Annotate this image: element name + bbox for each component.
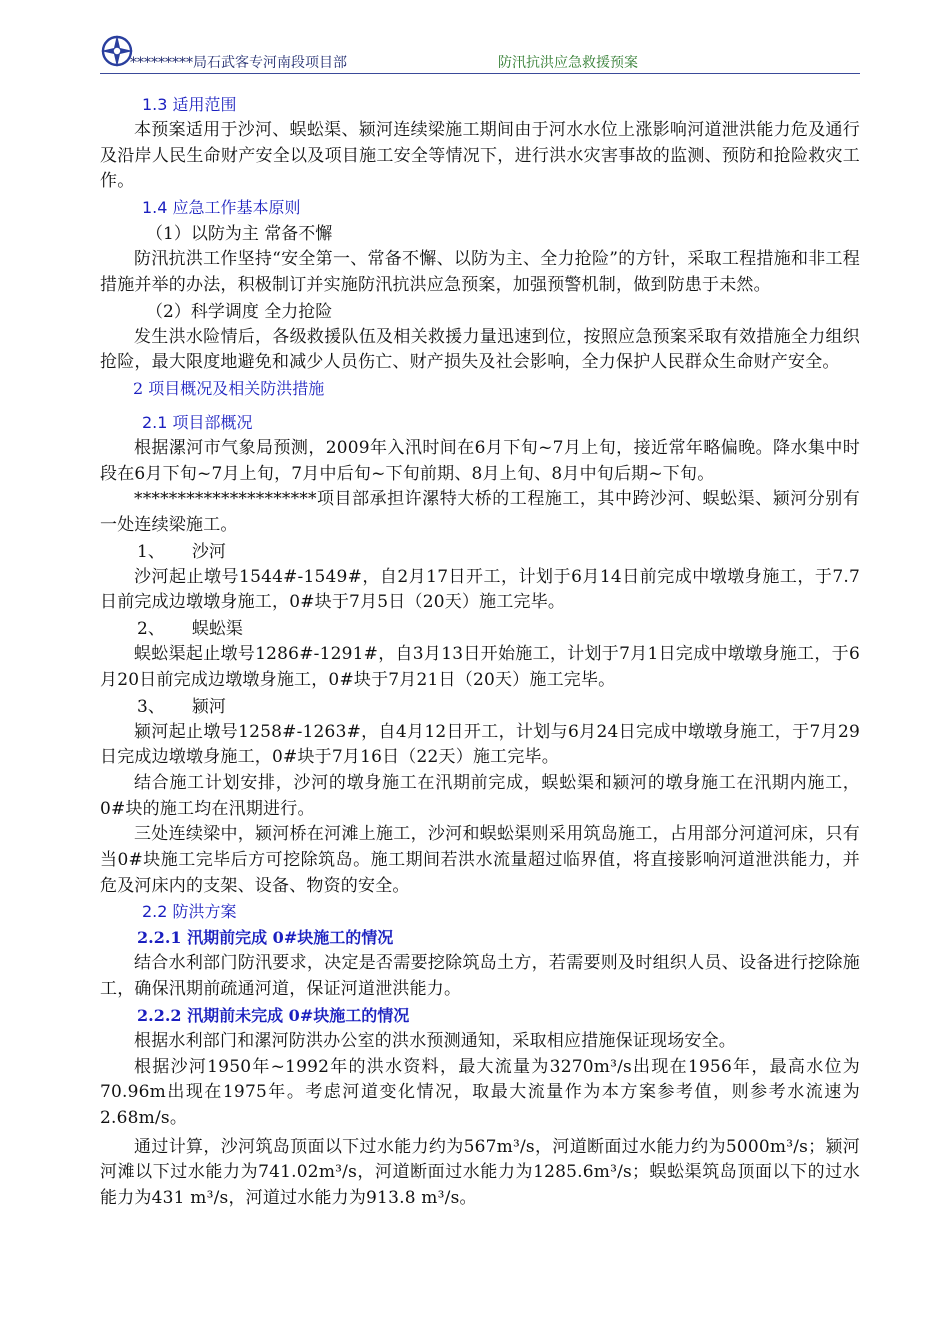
- paragraph-1-3: 本预案适用于沙河、蜈蚣渠、颍河连续梁施工期间由于河水水位上涨影响河道泄洪能力危及通行及沿岸人民生命财产安全以及项目施工安全等情况下，进行洪水灾害事故的监测、预防和抢险救灾工作。: [100, 120, 860, 192]
- heading-2: 2 项目概况及相关防洪措施: [133, 378, 325, 398]
- subheading-1-4-2: （2）科学调度 全力抢险: [146, 301, 333, 322]
- list-item-yinghe: 3、 颍河: [137, 696, 226, 717]
- paragraph-schedule-summary: 结合施工计划安排，沙河的墩身施工在汛期前完成，蜈蚣渠和颍河的墩身施工在汛期内施工，0#块的施工均在汛期进行。: [100, 772, 860, 819]
- heading-2-2: 2.2 防洪方案: [142, 902, 237, 922]
- list-item-shahe: 1、 沙河: [137, 541, 226, 562]
- paragraph-2-2-2-notice: 根据水利部门和漯河防洪办公室的洪水预测通知，采取相应措施保证现场安全。: [134, 1030, 736, 1051]
- heading-2-2-1: 2.2.1 汛期前完成 0#块施工的情况: [137, 928, 394, 948]
- company-logo-icon: [100, 34, 134, 68]
- paragraph-2-1-scope: *********************项目部承担许漯特大桥的工程施工，其中跨沙河、蜈蚣渠、颍河分别有一处连续梁施工。: [100, 489, 860, 536]
- paragraph-wugongqu: 蜈蚣渠起止墩号1286#-1291#，自3月13日开始施工，计划于7月1日完成中墩墩身施工，于6月20日前完成边墩墩身施工，0#块于7月21日（20天）施工完毕。: [100, 644, 860, 690]
- paragraph-1-4-2: 发生洪水险情后，各级救援队伍及相关救援力量迅速到位，按照应急预案采取有效措施全力组织抢险，最大限度地避免和减少人员伤亡、财产损失及社会影响，全力保护人民群众生命财产安全。: [100, 326, 860, 373]
- document-body: [100, 92, 860, 1212]
- paragraph-1-4-1: 防汛抗洪工作坚持“安全第一、常备不懈、以防为主、全力抢险”的方针，采取工程措施和非工程措施并举的办法，积极制订并实施防汛抗洪应急预案，加强预警机制，做到防患于未然。: [100, 249, 860, 295]
- header-divider: [100, 73, 860, 74]
- paragraph-2-2-2-history: 根据沙河1950年~1992年的洪水资料，最大流量为3270m³/s出现在1956年，最高水位为70.96m出现在1975年。考虑河道变化情况，取最大流量作为本方案参考值，则参考水流速为2.68m/s。: [100, 1056, 860, 1128]
- page-header: [100, 32, 860, 74]
- header-document-title: 防汛抗洪应急救援预案: [498, 55, 638, 71]
- heading-1-3: 1.3 适用范围: [142, 95, 237, 114]
- paragraph-2-2-2-capacity: 通过计算，沙河筑岛顶面以下过水能力约为567m³/s，河道断面过水能力约为5000m³/s；颍河河滩以下过水能力为741.02m³/s，河道断面过水能力为1285.6m³/s；蜈蚣渠筑岛顶面以下的过水能力为431 m³/s，河道过水能力为913.8 m³/s。: [100, 1136, 860, 1209]
- paragraph-shahe: 沙河起止墩号1544#-1549#，自2月17日开工，计划于6月14日前完成中墩墩身施工，于7.7日前完成边墩墩身施工，0#块于7月5日（20天）施工完毕。: [100, 566, 860, 613]
- paragraph-2-2-1: 结合水利部门防汛要求，决定是否需要挖除筑岛土方，若需要则及时组织人员、设备进行挖除施工，确保汛期前疏通河道，保证河道泄洪能力。: [100, 953, 860, 1000]
- heading-2-1: 2.1 项目部概况: [142, 412, 253, 432]
- paragraph-yinghe: 颍河起止墩号1258#-1263#，自4月12日开工，计划与6月24日完成中墩墩身施工，于7月29日完成边墩墩身施工，0#块于7月16日（22天）施工完毕。: [100, 721, 860, 768]
- heading-2-2-2: 2.2.2 汛期前未完成 0#块施工的情况: [137, 1005, 410, 1025]
- list-item-wugongqu: 2、 蜈蚣渠: [137, 619, 243, 640]
- paragraph-flood-impact: 三处连续梁中，颍河桥在河滩上施工，沙河和蜈蚣渠则采用筑岛施工，占用部分河道河床，只有当0#块施工完毕后方可挖除筑岛。施工期间若洪水流量超过临界值，将直接影响河道泄洪能力，并危及河床内的支架、设备、物资的安全。: [100, 824, 860, 896]
- paragraph-2-1-forecast: 根据漯河市气象局预测，2009年入汛时间在6月下旬~7月上旬，接近常年略偏晚。降水集中时段在6月下旬~7月上旬，7月中后旬~下旬前期、8月上旬、8月中旬后期~下旬。: [100, 437, 860, 484]
- heading-1-4: 1.4 应急工作基本原则: [142, 198, 301, 218]
- subheading-1-4-1: （1）以防为主 常备不懈: [146, 224, 333, 245]
- header-organization: *********局石武客专河南段项目部: [130, 55, 347, 71]
